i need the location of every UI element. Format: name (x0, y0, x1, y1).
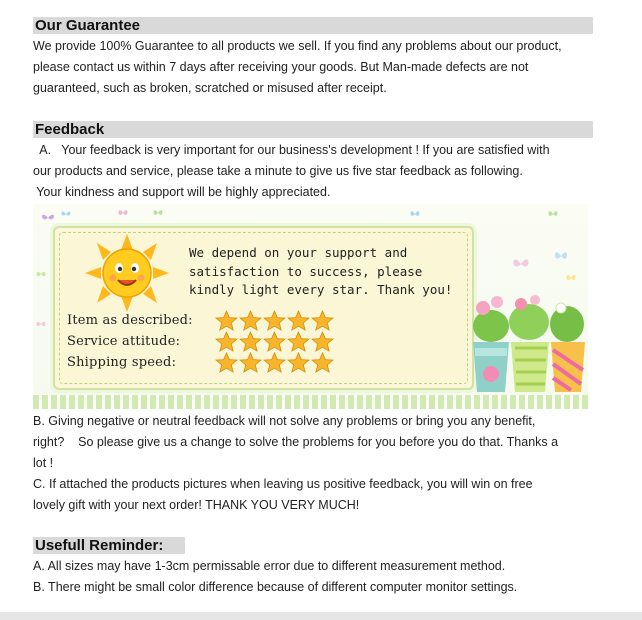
support-line: kindly light every star. Thank you! (189, 282, 453, 297)
butterfly-icon (33, 264, 51, 344)
banner-border-stripe (33, 395, 588, 409)
rating-row-item-described (67, 310, 334, 330)
star-rating (215, 331, 334, 352)
guarantee-line: We provide 100% Guarantee to all products we sell. If you find any problems about our product, (33, 39, 562, 53)
feedback-intro-line: A. Your feedback is very important for our business's development ! If you are satisfied with (33, 143, 550, 157)
star-icon (311, 352, 334, 373)
support-message (189, 244, 464, 300)
guarantee-line: guaranteed, such as broken, scratched or misused after receipt. (33, 81, 387, 95)
flower-pots-icon (469, 284, 587, 394)
star-icon (263, 352, 286, 373)
rating-panel (53, 226, 474, 390)
feedback-heading: Feedback (33, 121, 593, 138)
star-rating (215, 310, 334, 331)
guarantee-heading: Our Guarantee (33, 17, 593, 34)
star-rating (215, 352, 334, 373)
reminder-heading: Usefull Reminder: (33, 537, 185, 554)
feedback-intro-line: Your kindness and support will be highly appreciated. (33, 185, 331, 199)
feedback-intro (33, 140, 593, 203)
butterfly-icon (113, 204, 173, 222)
feedback-intro-line: our products and service, please take a minute to give us five star feedback as following. (33, 164, 523, 178)
feedback-note-line: lot ! (33, 456, 54, 470)
star-icon (215, 310, 238, 331)
star-icon (287, 310, 310, 331)
star-icon (263, 331, 286, 352)
feedback-note-line: lovely gift with your next order! THANK YOU VERY MUCH! (33, 498, 360, 512)
rating-label: Service attitude: (67, 333, 181, 349)
support-line: satisfaction to success, please (189, 263, 423, 279)
rating-row-shipping-speed (67, 352, 334, 372)
reminder-text (33, 556, 593, 598)
guarantee-text (33, 36, 593, 99)
rating-label: Shipping speed: (67, 354, 177, 370)
feedback-note-line: right? So please give us a change to solve the problems for you before you do that. Thanks a (33, 435, 559, 449)
butterfly-icon (501, 244, 586, 289)
star-icon (287, 352, 310, 373)
guarantee-line: please contact us within 7 days after receiving your goods. But Man-made defects are not (33, 60, 529, 74)
reminder-line: A. All sizes may have 1-3cm permissable error due to different measurement method. (33, 559, 506, 573)
star-icon (215, 352, 238, 373)
star-icon (287, 331, 310, 352)
reminder-line: B. There might be small color difference because of different computer monitor settings. (33, 580, 518, 594)
star-icon (263, 310, 286, 331)
footer-bar (0, 612, 642, 620)
star-icon (239, 310, 262, 331)
star-icon (311, 331, 334, 352)
rating-label: Item as described: (67, 312, 193, 328)
feedback-notes (33, 411, 593, 516)
star-icon (311, 310, 334, 331)
feedback-note-line: C. If attached the products pictures when leaving us positive feedback, you will win on free (33, 477, 533, 491)
butterfly-icon (38, 206, 78, 228)
feedback-note-line: B. Giving negative or neutral feedback will not solve any problems or bring you any benefit, (33, 414, 536, 428)
support-line: We depend on your support and (189, 245, 408, 260)
smiling-sun-icon (83, 234, 171, 312)
star-icon (239, 331, 262, 352)
feedback-banner (33, 204, 588, 409)
butterfly-icon (403, 204, 583, 226)
star-icon (239, 352, 262, 373)
rating-row-service-attitude (67, 331, 334, 351)
star-icon (215, 331, 238, 352)
